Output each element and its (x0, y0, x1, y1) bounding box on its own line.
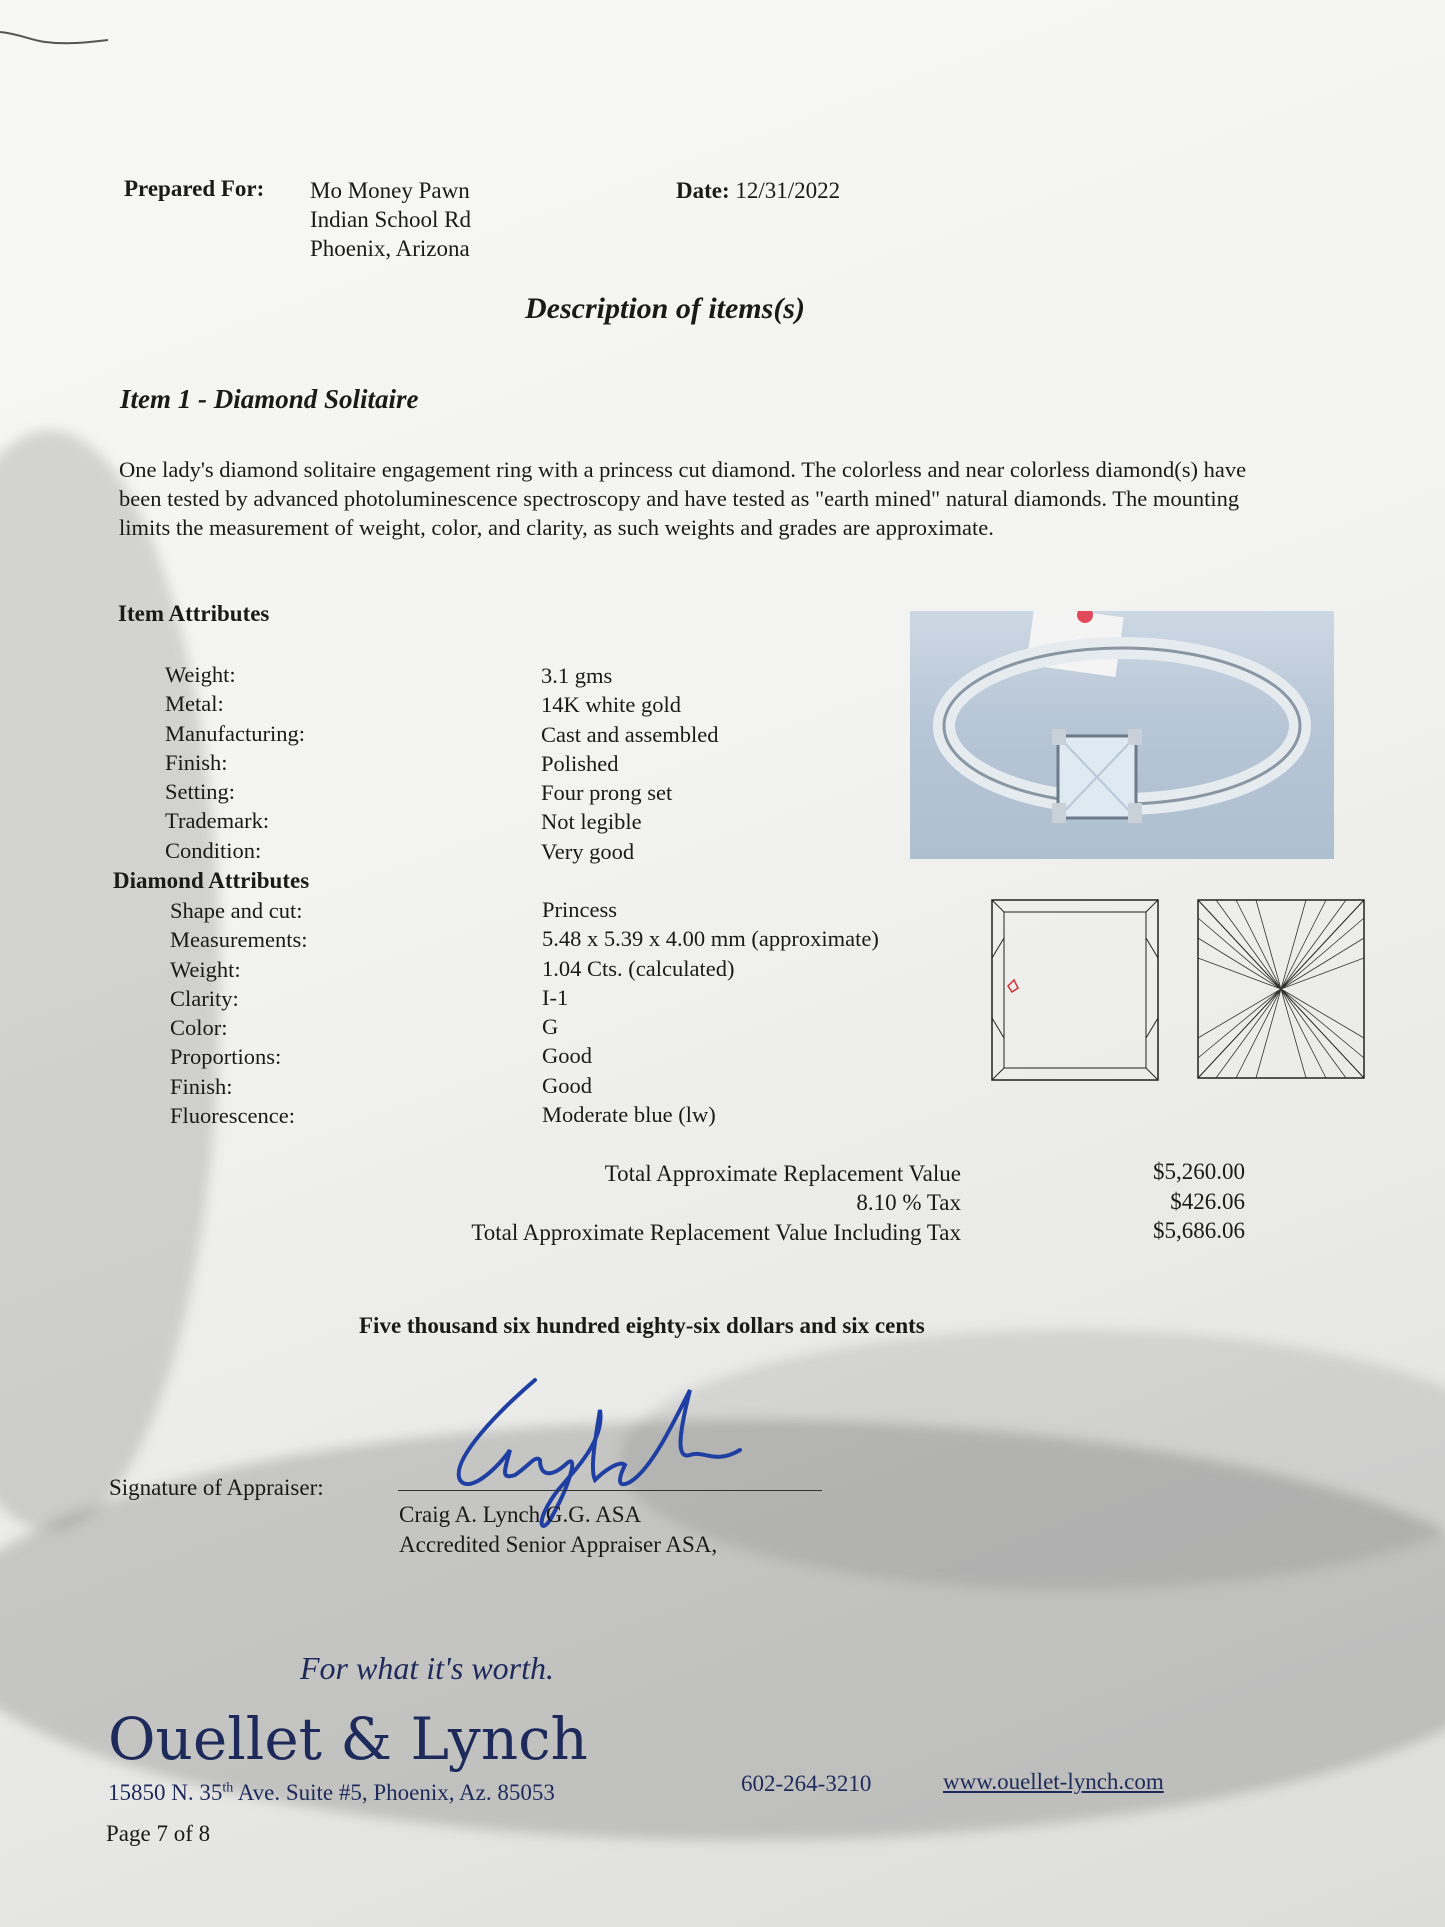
item-attributes-values (541, 661, 718, 866)
attr-label: Condition: (165, 837, 262, 863)
attr-label: Color: (170, 1015, 228, 1041)
prepared-for-label: Prepared For: (124, 176, 265, 201)
diamond-attributes-values (542, 895, 879, 1129)
attr-value: Moderate blue (lw) (542, 1102, 716, 1128)
company-phone: 602-264-3210 (741, 1771, 872, 1796)
replacement-label: Total Approximate Replacement Value (604, 1161, 961, 1186)
address-street: 15850 N. 35 (108, 1780, 223, 1805)
company-website-link[interactable]: www.ouellet-lynch.com (943, 1769, 1164, 1794)
ring-illustration (910, 611, 1334, 859)
ring-photo (910, 611, 1334, 859)
company-address (108, 1780, 555, 1806)
item-heading: Item 1 - Diamond Solitaire (120, 384, 419, 414)
attr-value: Good (542, 1072, 592, 1098)
amount-in-words: Five thousand six hundred eighty-six dollars and six cents (359, 1313, 925, 1338)
tagline: For what it's worth. (300, 1650, 554, 1686)
attr-label: Finish: (170, 1073, 233, 1099)
client-city: Phoenix, Arizona (310, 236, 470, 261)
date-value: 12/31/2022 (735, 178, 841, 203)
appraiser-name: Craig A. Lynch G.G. ASA (399, 1502, 642, 1527)
attr-label: Weight: (165, 662, 236, 687)
attr-label: Shape and cut: (170, 898, 303, 923)
company-brand: Ouellet & Lynch (108, 1705, 588, 1773)
signature-line (398, 1490, 822, 1491)
attr-value: G (542, 1014, 559, 1040)
tax-value: $426.06 (1170, 1189, 1245, 1214)
attr-value: Princess (542, 897, 617, 922)
diamond-attributes-labels (170, 896, 307, 1130)
item-attributes-heading: Item Attributes (118, 601, 270, 626)
address-superscript: th (222, 1780, 234, 1796)
total-value: $5,686.06 (1153, 1218, 1245, 1243)
attr-value: 14K white gold (541, 692, 681, 718)
date-label: Date: (676, 178, 730, 203)
attr-label: Setting: (165, 779, 236, 805)
diamond-attributes-heading: Diamond Attributes (113, 868, 310, 893)
signature-label: Signature of Appraiser: (109, 1475, 324, 1500)
item-description: One lady's diamond solitaire engagement ring with a princess cut diamond. The colorless and near colorless diamond(s) have been tested by advanced photoluminescence spectroscopy and have tested as "earth mined" natural diamonds. The mounting limits the measurement of weight, color, and clarity, as such weights and grades are approximate. (119, 457, 1247, 540)
attr-value: 3.1 gms (541, 663, 613, 688)
attr-label: Manufacturing: (165, 720, 305, 746)
report-date (676, 178, 840, 204)
item-attributes-labels (165, 660, 305, 865)
attr-label: Proportions: (170, 1044, 282, 1070)
attr-value: Good (542, 1043, 592, 1069)
client-name: Mo Money Pawn (310, 178, 470, 203)
replacement-value: $5,260.00 (1153, 1159, 1245, 1184)
attr-label: Finish: (165, 749, 228, 775)
diamond-crown-diagram (990, 898, 1160, 1084)
attr-value: Not legible (541, 809, 642, 835)
attr-value: 5.48 x 5.39 x 4.00 mm (approximate) (542, 926, 879, 952)
attr-value: I-1 (542, 984, 569, 1010)
attr-value: Four prong set (541, 780, 673, 806)
attr-value: 1.04 Cts. (calculated) (542, 955, 735, 981)
appraiser-info (399, 1500, 717, 1560)
attr-value: Cast and assembled (541, 721, 719, 747)
appraiser-title: Accredited Senior Appraiser ASA, (399, 1532, 718, 1557)
attr-label: Measurements: (170, 927, 308, 953)
client-address (310, 176, 471, 263)
attr-label: Trademark: (165, 808, 270, 834)
page-number: Page 7 of 8 (106, 1821, 211, 1846)
attr-value: Very good (541, 838, 635, 864)
attr-value: Polished (541, 750, 619, 776)
client-street: Indian School Rd (310, 207, 471, 232)
staple-mark (0, 28, 115, 58)
attr-label: Metal: (165, 691, 224, 717)
attr-label: Weight: (170, 956, 241, 982)
tax-label: 8.10 % Tax (856, 1190, 961, 1215)
address-rest: Ave. Suite #5, Phoenix, Az. 85053 (233, 1780, 555, 1805)
diamond-pavilion-diagram (1196, 898, 1366, 1080)
page-title: Description of items(s) (525, 292, 805, 325)
attr-label: Fluorescence: (170, 1103, 295, 1129)
total-label: Total Approximate Replacement Value Including Tax (471, 1220, 961, 1245)
attr-label: Clarity: (170, 985, 239, 1011)
